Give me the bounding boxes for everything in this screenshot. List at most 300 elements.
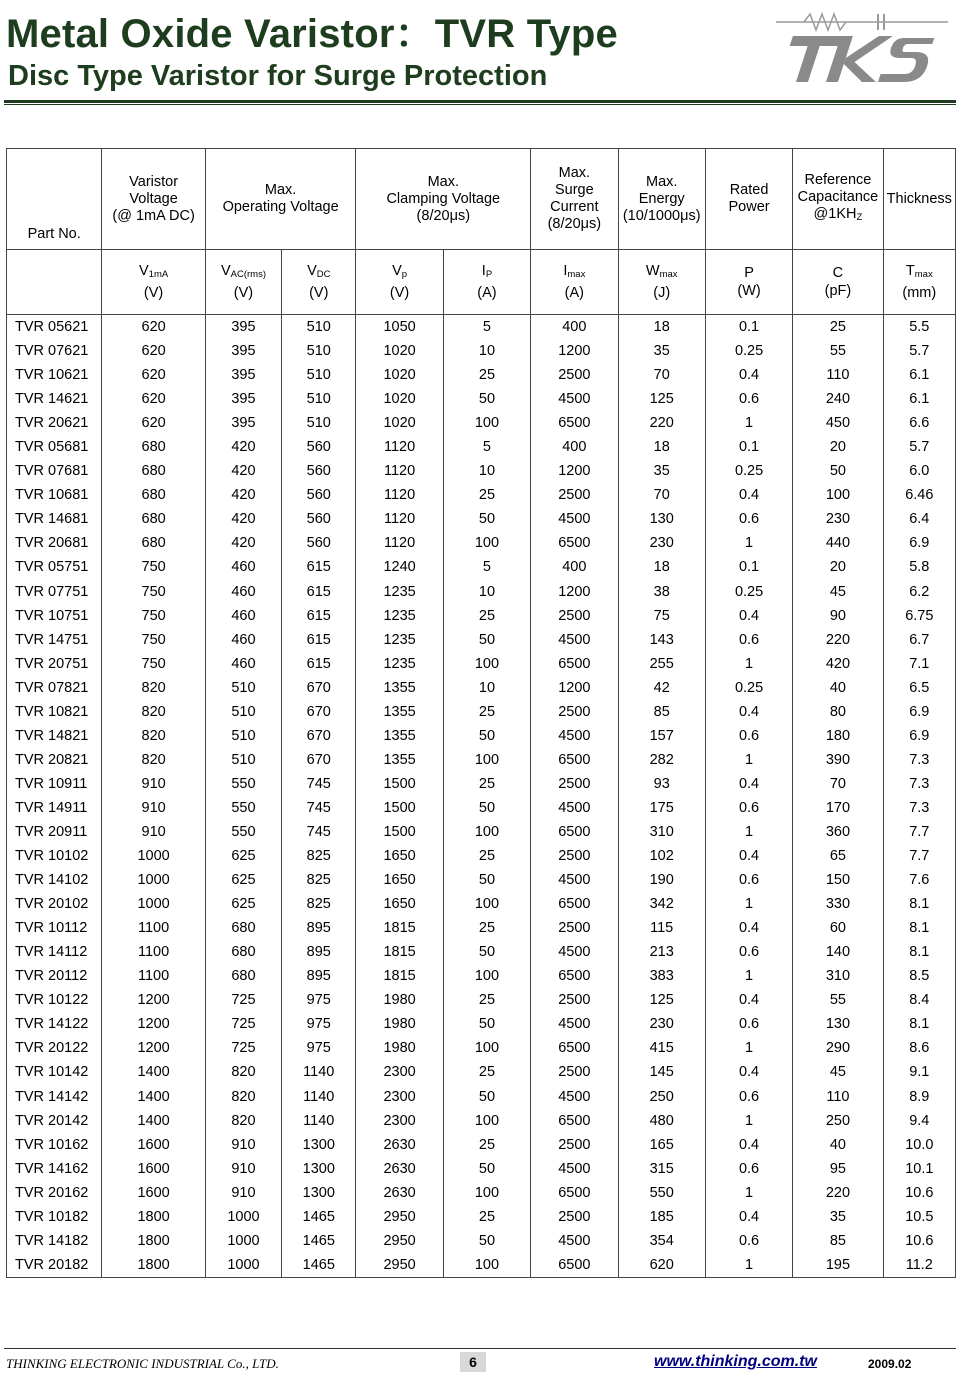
- table-cell: 0.4: [705, 916, 792, 940]
- table-cell: 4500: [531, 1012, 618, 1036]
- table-cell: 100: [443, 1036, 530, 1060]
- table-cell: 4500: [531, 507, 618, 531]
- table-cell: 90: [793, 604, 883, 628]
- table-cell: 50: [443, 868, 530, 892]
- table-cell: 680: [102, 507, 205, 531]
- part-number-cell: TVR 14621: [7, 387, 102, 411]
- header-max-energy: Max. Energy (10/1000μs): [618, 149, 705, 250]
- table-cell: 115: [618, 916, 705, 940]
- table-cell: 420: [205, 531, 281, 555]
- table-cell: 95: [793, 1157, 883, 1181]
- header-row-labels: [7, 149, 956, 250]
- table-cell: 55: [793, 988, 883, 1012]
- table-cell: 102: [618, 844, 705, 868]
- table-cell: 9.1: [883, 1060, 955, 1084]
- table-cell: 615: [282, 652, 356, 676]
- table-cell: 40: [793, 1133, 883, 1157]
- table-cell: 10.6: [883, 1229, 955, 1253]
- table-row: [7, 555, 956, 579]
- symbol-cell: $V_p$ (V): [356, 250, 443, 315]
- table-cell: 50: [443, 387, 530, 411]
- table-row: [7, 796, 956, 820]
- table-cell: 175: [618, 796, 705, 820]
- table-cell: 255: [618, 652, 705, 676]
- part-number-cell: TVR 14162: [7, 1157, 102, 1181]
- table-cell: 110: [793, 1085, 883, 1109]
- table-cell: 1000: [205, 1205, 281, 1229]
- table-cell: 1650: [356, 868, 443, 892]
- table-cell: 180: [793, 724, 883, 748]
- table-cell: 18: [618, 315, 705, 340]
- table-cell: 910: [205, 1181, 281, 1205]
- table-cell: 1140: [282, 1085, 356, 1109]
- table-cell: 190: [618, 868, 705, 892]
- table-cell: 560: [282, 459, 356, 483]
- table-cell: 615: [282, 628, 356, 652]
- table-cell: 18: [618, 435, 705, 459]
- table-cell: 620: [618, 1253, 705, 1278]
- table-cell: 10.0: [883, 1133, 955, 1157]
- table-cell: 0.6: [705, 724, 792, 748]
- table-row: [7, 1157, 956, 1181]
- table-cell: 395: [205, 315, 281, 340]
- table-cell: 8.6: [883, 1036, 955, 1060]
- table-cell: 10.1: [883, 1157, 955, 1181]
- table-cell: 140: [793, 940, 883, 964]
- header-part-no: Part No.: [7, 149, 102, 250]
- table-cell: 185: [618, 1205, 705, 1229]
- table-cell: 625: [205, 844, 281, 868]
- table-cell: 820: [102, 748, 205, 772]
- table-cell: 460: [205, 652, 281, 676]
- part-number-cell: TVR 10122: [7, 988, 102, 1012]
- table-cell: 975: [282, 1036, 356, 1060]
- part-number-cell: TVR 14122: [7, 1012, 102, 1036]
- header-max-operating-voltage: Max. Operating Voltage: [205, 149, 356, 250]
- table-cell: 0.6: [705, 868, 792, 892]
- table-row: [7, 724, 956, 748]
- part-number-cell: TVR 14911: [7, 796, 102, 820]
- table-cell: 4500: [531, 387, 618, 411]
- table-row: [7, 892, 956, 916]
- part-number-cell: TVR 10911: [7, 772, 102, 796]
- table-cell: 1400: [102, 1085, 205, 1109]
- table-cell: 2500: [531, 916, 618, 940]
- table-cell: 25: [793, 315, 883, 340]
- table-cell: 0.6: [705, 1085, 792, 1109]
- table-row: [7, 580, 956, 604]
- table-cell: 10.6: [883, 1181, 955, 1205]
- table-cell: 25: [443, 988, 530, 1012]
- table-cell: 4500: [531, 1085, 618, 1109]
- table-cell: 460: [205, 604, 281, 628]
- table-cell: 1300: [282, 1157, 356, 1181]
- table-cell: 8.1: [883, 1012, 955, 1036]
- table-cell: 7.1: [883, 652, 955, 676]
- table-cell: 8.1: [883, 892, 955, 916]
- table-cell: 820: [205, 1085, 281, 1109]
- table-cell: 895: [282, 964, 356, 988]
- table-cell: 2500: [531, 604, 618, 628]
- table-cell: 910: [102, 796, 205, 820]
- table-cell: 195: [793, 1253, 883, 1278]
- table-cell: 400: [531, 555, 618, 579]
- table-cell: 157: [618, 724, 705, 748]
- part-number-cell: TVR 20102: [7, 892, 102, 916]
- table-cell: 400: [531, 315, 618, 340]
- table-cell: 1050: [356, 315, 443, 340]
- table-cell: 820: [205, 1109, 281, 1133]
- table-cell: 1300: [282, 1133, 356, 1157]
- table-cell: 420: [205, 435, 281, 459]
- table-cell: 680: [205, 964, 281, 988]
- table-cell: 330: [793, 892, 883, 916]
- table-cell: 5.7: [883, 435, 955, 459]
- table-cell: 10: [443, 459, 530, 483]
- table-cell: 440: [793, 531, 883, 555]
- header-row-symbols: [7, 250, 956, 315]
- part-number-cell: TVR 10821: [7, 700, 102, 724]
- table-cell: 220: [793, 628, 883, 652]
- symbol-cell: P (W): [705, 250, 792, 315]
- table-cell: 1120: [356, 483, 443, 507]
- table-cell: 10.5: [883, 1205, 955, 1229]
- table-cell: 100: [443, 411, 530, 435]
- table-cell: 0.6: [705, 1012, 792, 1036]
- table-row: [7, 1133, 956, 1157]
- table-cell: 1980: [356, 1012, 443, 1036]
- table-cell: 1140: [282, 1060, 356, 1084]
- table-cell: 1500: [356, 820, 443, 844]
- table-cell: 680: [205, 916, 281, 940]
- part-number-cell: TVR 20751: [7, 652, 102, 676]
- table-cell: 50: [443, 1012, 530, 1036]
- table-cell: 2300: [356, 1109, 443, 1133]
- table-cell: 6.6: [883, 411, 955, 435]
- table-cell: 6500: [531, 748, 618, 772]
- symbol-cell: $V_{1mA}$ (V): [102, 250, 205, 315]
- table-cell: 0.6: [705, 1229, 792, 1253]
- page-number: 6: [460, 1352, 486, 1372]
- table-cell: 1000: [205, 1253, 281, 1278]
- table-cell: 6.5: [883, 676, 955, 700]
- table-cell: 460: [205, 580, 281, 604]
- table-cell: 480: [618, 1109, 705, 1133]
- table-cell: 1355: [356, 724, 443, 748]
- table-cell: 0.1: [705, 555, 792, 579]
- table-cell: 220: [618, 411, 705, 435]
- table-cell: 170: [793, 796, 883, 820]
- table-row: [7, 628, 956, 652]
- table-cell: 1400: [102, 1109, 205, 1133]
- table-cell: 620: [102, 387, 205, 411]
- part-number-cell: TVR 14751: [7, 628, 102, 652]
- table-cell: 620: [102, 411, 205, 435]
- table-cell: 7.3: [883, 772, 955, 796]
- table-cell: 680: [102, 459, 205, 483]
- table-cell: 0.4: [705, 363, 792, 387]
- table-cell: 1020: [356, 339, 443, 363]
- table-cell: 50: [443, 1229, 530, 1253]
- table-cell: 290: [793, 1036, 883, 1060]
- part-number-cell: TVR 07621: [7, 339, 102, 363]
- table-cell: 820: [102, 676, 205, 700]
- table-cell: 10: [443, 339, 530, 363]
- symbol-cell: C (pF): [793, 250, 883, 315]
- table-cell: 1100: [102, 916, 205, 940]
- table-cell: 282: [618, 748, 705, 772]
- table-row: [7, 435, 956, 459]
- table-cell: 20: [793, 435, 883, 459]
- table-cell: 0.4: [705, 1060, 792, 1084]
- table-row: [7, 387, 956, 411]
- table-cell: 10: [443, 580, 530, 604]
- table-cell: 0.6: [705, 507, 792, 531]
- part-number-cell: TVR 07681: [7, 459, 102, 483]
- table-cell: 420: [205, 483, 281, 507]
- table-cell: 6.2: [883, 580, 955, 604]
- table-cell: 6.7: [883, 628, 955, 652]
- table-cell: 1120: [356, 531, 443, 555]
- part-number-cell: TVR 20112: [7, 964, 102, 988]
- table-cell: 65: [793, 844, 883, 868]
- table-cell: 420: [205, 507, 281, 531]
- part-number-cell: TVR 14182: [7, 1229, 102, 1253]
- table-cell: 0.4: [705, 700, 792, 724]
- table-cell: 220: [793, 1181, 883, 1205]
- table-cell: 670: [282, 748, 356, 772]
- table-cell: 8.4: [883, 988, 955, 1012]
- table-cell: 4500: [531, 628, 618, 652]
- table-cell: 1235: [356, 652, 443, 676]
- table-row: [7, 676, 956, 700]
- table-row: [7, 988, 956, 1012]
- part-number-cell: TVR 10162: [7, 1133, 102, 1157]
- table-cell: 1: [705, 531, 792, 555]
- part-number-cell: TVR 14112: [7, 940, 102, 964]
- part-number-cell: TVR 20142: [7, 1109, 102, 1133]
- table-cell: 6500: [531, 411, 618, 435]
- table-cell: 354: [618, 1229, 705, 1253]
- symbol-cell: $T_{max}$ (mm): [883, 250, 955, 315]
- table-cell: 1: [705, 964, 792, 988]
- table-cell: 975: [282, 988, 356, 1012]
- table-cell: 895: [282, 916, 356, 940]
- table-cell: 5: [443, 315, 530, 340]
- table-cell: 560: [282, 483, 356, 507]
- table-cell: 725: [205, 1012, 281, 1036]
- table-cell: 1400: [102, 1060, 205, 1084]
- table-cell: 670: [282, 700, 356, 724]
- part-number-cell: TVR 10621: [7, 363, 102, 387]
- page-title: Metal Oxide Varistor：TVR Type: [6, 12, 618, 56]
- table-cell: 2630: [356, 1181, 443, 1205]
- table-cell: 2950: [356, 1253, 443, 1278]
- table-cell: 680: [102, 435, 205, 459]
- table-cell: 1000: [102, 892, 205, 916]
- table-cell: 8.1: [883, 916, 955, 940]
- table-cell: 510: [282, 339, 356, 363]
- footer-url-link[interactable]: www.thinking.com.tw: [654, 1353, 817, 1370]
- table-cell: 1200: [531, 459, 618, 483]
- table-row: [7, 339, 956, 363]
- table-cell: 1200: [531, 339, 618, 363]
- table-cell: 125: [618, 387, 705, 411]
- table-row: [7, 1109, 956, 1133]
- table-cell: 550: [205, 772, 281, 796]
- part-number-cell: TVR 20821: [7, 748, 102, 772]
- part-number-cell: TVR 05681: [7, 435, 102, 459]
- table-cell: 125: [618, 988, 705, 1012]
- table-cell: 1500: [356, 772, 443, 796]
- table-cell: 6500: [531, 1181, 618, 1205]
- table-cell: 0.6: [705, 387, 792, 411]
- table-cell: 100: [443, 748, 530, 772]
- table-cell: 750: [102, 652, 205, 676]
- table-cell: 4500: [531, 1157, 618, 1181]
- table-cell: 395: [205, 363, 281, 387]
- table-cell: 1465: [282, 1205, 356, 1229]
- table-row: [7, 844, 956, 868]
- company-logo: [768, 8, 956, 88]
- table-cell: 1815: [356, 964, 443, 988]
- table-cell: 2500: [531, 1133, 618, 1157]
- table-cell: 510: [282, 411, 356, 435]
- table-row: [7, 483, 956, 507]
- table-cell: 750: [102, 555, 205, 579]
- table-cell: 230: [618, 1012, 705, 1036]
- table-cell: 1200: [531, 676, 618, 700]
- table-cell: 1020: [356, 363, 443, 387]
- table-cell: 1200: [102, 988, 205, 1012]
- table-cell: 510: [282, 363, 356, 387]
- table-cell: 1600: [102, 1133, 205, 1157]
- table-row: [7, 868, 956, 892]
- table-cell: 7.6: [883, 868, 955, 892]
- table-cell: 0.25: [705, 676, 792, 700]
- table-cell: 100: [443, 531, 530, 555]
- table-cell: 4500: [531, 868, 618, 892]
- table-cell: 1815: [356, 940, 443, 964]
- part-number-cell: TVR 14821: [7, 724, 102, 748]
- table-cell: 25: [443, 1060, 530, 1084]
- table-cell: 100: [443, 820, 530, 844]
- table-cell: 1600: [102, 1157, 205, 1181]
- table-cell: 6.1: [883, 387, 955, 411]
- table-cell: 38: [618, 580, 705, 604]
- table-cell: 143: [618, 628, 705, 652]
- table-cell: 342: [618, 892, 705, 916]
- table-cell: 560: [282, 531, 356, 555]
- table-cell: 5.8: [883, 555, 955, 579]
- table-cell: 7.3: [883, 796, 955, 820]
- table-cell: 2630: [356, 1133, 443, 1157]
- table-cell: 625: [205, 868, 281, 892]
- table-cell: 1: [705, 820, 792, 844]
- table-cell: 50: [443, 1157, 530, 1181]
- table-cell: 550: [205, 820, 281, 844]
- header-thickness: Thickness: [883, 149, 955, 250]
- table-cell: 1355: [356, 676, 443, 700]
- table-cell: 0.1: [705, 315, 792, 340]
- table-cell: 250: [618, 1085, 705, 1109]
- table-row: [7, 1085, 956, 1109]
- table-cell: 1: [705, 652, 792, 676]
- table-cell: 1200: [102, 1012, 205, 1036]
- table-row: [7, 652, 956, 676]
- table-cell: 1500: [356, 796, 443, 820]
- table-cell: 460: [205, 555, 281, 579]
- table-cell: 6500: [531, 1253, 618, 1278]
- table-cell: 1: [705, 1109, 792, 1133]
- table-cell: 100: [443, 892, 530, 916]
- table-row: [7, 820, 956, 844]
- table-row: [7, 1205, 956, 1229]
- table-cell: 7.7: [883, 820, 955, 844]
- table-cell: 50: [443, 628, 530, 652]
- part-number-cell: TVR 10681: [7, 483, 102, 507]
- table-cell: 8.1: [883, 940, 955, 964]
- table-cell: 1: [705, 1036, 792, 1060]
- table-cell: 0.6: [705, 628, 792, 652]
- header-varistor-voltage: Varistor Voltage (@ 1mA DC): [102, 149, 205, 250]
- table-row: [7, 604, 956, 628]
- table-cell: 1120: [356, 507, 443, 531]
- table-cell: 910: [102, 820, 205, 844]
- table-cell: 4500: [531, 940, 618, 964]
- table-cell: 1800: [102, 1205, 205, 1229]
- table-cell: 35: [793, 1205, 883, 1229]
- table-cell: 6.9: [883, 700, 955, 724]
- table-cell: 35: [618, 459, 705, 483]
- table-cell: 6500: [531, 1109, 618, 1133]
- table-cell: 1: [705, 411, 792, 435]
- table-cell: 25: [443, 604, 530, 628]
- table-cell: 2500: [531, 483, 618, 507]
- table-cell: 6500: [531, 964, 618, 988]
- table-cell: 450: [793, 411, 883, 435]
- header-max-surge-current: Max. Surge Current (8/20μs): [531, 149, 618, 250]
- table-cell: 510: [282, 387, 356, 411]
- table-row: [7, 748, 956, 772]
- table-cell: 1800: [102, 1229, 205, 1253]
- table-cell: 25: [443, 916, 530, 940]
- table-row: [7, 1060, 956, 1084]
- table-cell: 560: [282, 435, 356, 459]
- table-cell: 1020: [356, 411, 443, 435]
- table-cell: 6500: [531, 892, 618, 916]
- footer-company: THINKING ELECTRONIC INDUSTRIAL Co., LTD.: [6, 1356, 279, 1371]
- header-rule: [4, 100, 956, 103]
- table-cell: 615: [282, 604, 356, 628]
- table-cell: 20: [793, 555, 883, 579]
- table-cell: 230: [793, 507, 883, 531]
- table-cell: 550: [205, 796, 281, 820]
- table-row: [7, 531, 956, 555]
- table-cell: 1020: [356, 387, 443, 411]
- table-cell: 80: [793, 700, 883, 724]
- table-cell: 750: [102, 580, 205, 604]
- symbol-cell-blank: [7, 250, 102, 315]
- table-cell: 415: [618, 1036, 705, 1060]
- table-cell: 45: [793, 1060, 883, 1084]
- table-cell: 85: [618, 700, 705, 724]
- table-cell: 6.75: [883, 604, 955, 628]
- table-cell: 1240: [356, 555, 443, 579]
- table-cell: 825: [282, 844, 356, 868]
- table-cell: 50: [443, 507, 530, 531]
- table-cell: 1980: [356, 988, 443, 1012]
